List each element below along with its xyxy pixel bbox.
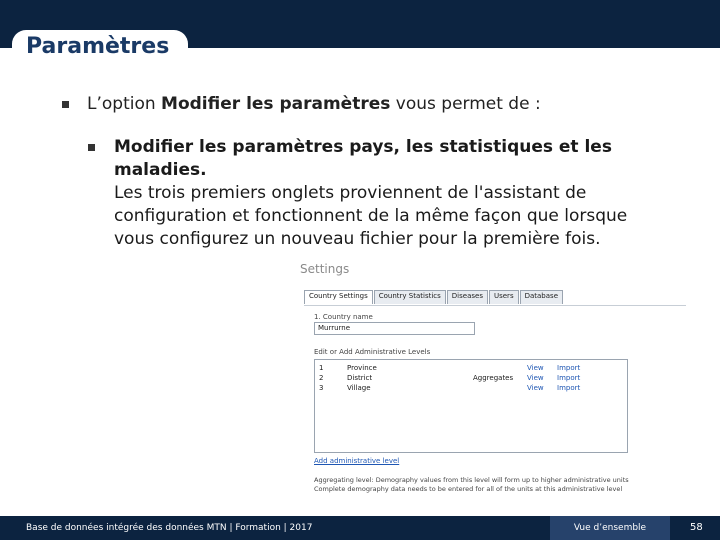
page-number: 58 xyxy=(690,522,703,533)
country-name-input[interactable]: Murrurne xyxy=(314,322,475,335)
bullet2-body: Les trois premiers onglets proviennent de l'assistant de configuration et fonctionnent de la même façon que lorsque vous configurez un nouveau fichier pour la première fois. xyxy=(114,183,628,249)
tab-database[interactable]: Database xyxy=(520,290,563,304)
note-line-2: Complete demography data needs to be entered for all of the units at this administrative level xyxy=(314,485,623,493)
table-row xyxy=(315,364,627,374)
levels-note xyxy=(314,476,644,494)
note-line-1: Aggregating level: Demography values from this level will form up to higher administrative units xyxy=(314,476,629,484)
view-link[interactable]: View xyxy=(527,384,544,392)
admin-levels-label: Edit or Add Administrative Levels xyxy=(314,348,431,356)
level-number: 2 xyxy=(319,374,324,382)
bullet-level-1 xyxy=(62,94,541,114)
level-number: 1 xyxy=(319,364,324,372)
level-name: Province xyxy=(347,364,377,372)
settings-screenshot xyxy=(298,262,690,498)
tab-country-settings[interactable]: Country Settings xyxy=(304,290,373,304)
section-label: Vue d’ensemble xyxy=(550,516,670,540)
level-number: 3 xyxy=(319,384,324,392)
bullet-square-icon xyxy=(88,144,95,151)
settings-tabs xyxy=(304,290,564,304)
bullet1-suffix: vous permet de : xyxy=(390,94,541,114)
settings-title: Settings xyxy=(300,262,350,276)
tab-country-statistics[interactable]: Country Statistics xyxy=(374,290,446,304)
bullet1-prefix: L’option xyxy=(87,94,162,114)
bullet1-bold: Modifier les paramètres xyxy=(161,94,391,114)
level-name: District xyxy=(347,374,373,382)
admin-levels-table xyxy=(314,359,628,453)
level-aggregate: Aggregates xyxy=(473,374,514,382)
view-link[interactable]: View xyxy=(527,374,544,382)
level-name: Village xyxy=(347,384,371,392)
footer-text: Base de données intégrée des données MTN | Formation | 2017 xyxy=(26,523,313,533)
table-row xyxy=(315,374,627,384)
bullet-square-icon xyxy=(62,101,69,108)
slide-title: Paramètres xyxy=(26,34,170,59)
import-link[interactable]: Import xyxy=(557,374,581,382)
bullet2-bold: Modifier les paramètres pays, les statistiques et les maladies. xyxy=(114,137,612,180)
footer xyxy=(0,516,720,540)
tab-divider xyxy=(304,305,686,306)
view-link[interactable]: View xyxy=(527,364,544,372)
tab-diseases[interactable]: Diseases xyxy=(447,290,488,304)
table-row xyxy=(315,384,627,394)
import-link[interactable]: Import xyxy=(557,384,581,392)
bullet2-text xyxy=(114,136,648,251)
import-link[interactable]: Import xyxy=(557,364,581,372)
country-name-label: 1. Country name xyxy=(314,313,373,321)
bullet-level-2 xyxy=(88,136,648,251)
add-level-link[interactable]: Add administrative level xyxy=(314,457,400,465)
tab-users[interactable]: Users xyxy=(489,290,519,304)
